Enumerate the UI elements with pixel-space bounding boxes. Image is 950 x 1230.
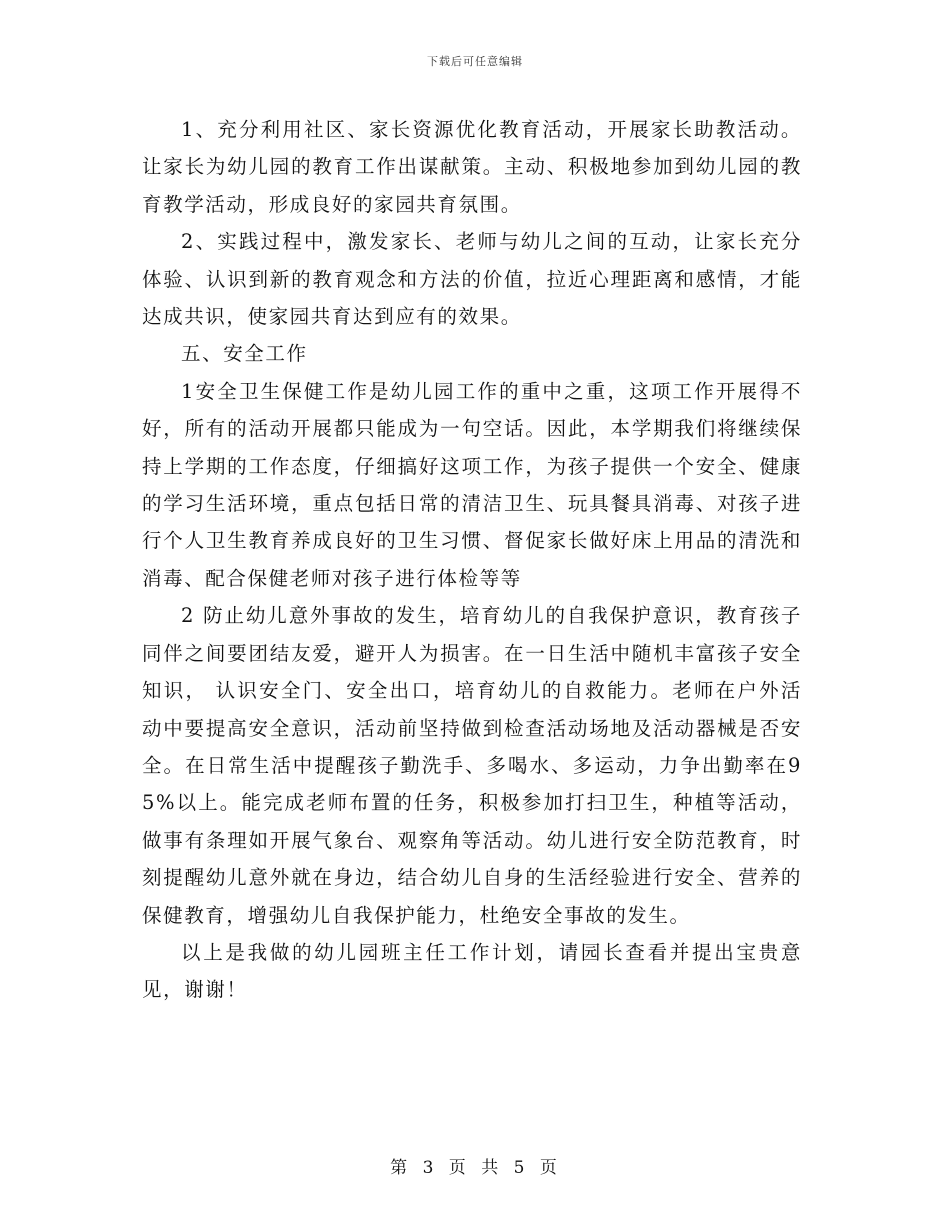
section-heading-safety: 五、安全工作 xyxy=(181,342,308,366)
current-page-number: 3 xyxy=(422,1158,437,1178)
page-label-suffix: 页 xyxy=(539,1158,560,1178)
page-footer xyxy=(0,1153,950,1178)
paragraph-safety-hygiene: 1安全卫生保健工作是幼儿园工作的重中之重，这项工作开展得不好，所有的活动开展都只能成为一句空话。因此，本学期我们将继续保持上学期的工作态度，仔细搞好这项工作，为孩子提供一个安全、健康的学习生活环境，重点包括日常的清洁卫生、玩具餐具消毒、对孩子进行个人卫生教育养成良好的卫生习惯、督促家长做好床上用品的清洗和消毒、配合保健老师对孩子进行体检等等 xyxy=(142,379,802,590)
paragraph-practice-interaction: 2、实践过程中，激发家长、老师与幼儿之间的互动，让家长充分体验、认识到新的教育观念和方法的价值，拉近心理距离和感情，才能达成共识，使家园共育达到应有的效果。 xyxy=(142,230,802,329)
paragraph-closing: 以上是我做的幼儿园班主任工作计划，请园长查看并提出宝贵意见，谢谢！ xyxy=(142,940,802,1002)
paragraph-family-resources: 1、充分利用社区、家长资源优化教育活动，开展家长助教活动。让家长为幼儿园的教育工作出谋献策。主动、积极地参加到幼儿园的教育教学活动，形成良好的家园共育氛围。 xyxy=(142,118,802,216)
paragraph-accident-prevention: 2 防止幼儿意外事故的发生，培育幼儿的自我保护意识，教育孩子同伴之间要团结友爱，避开人为损害。在一日生活中随机丰富孩子安全知识， 认识安全门、安全出口，培育幼儿的自救能力。老师在户外活动中要提高安全意识，活动前坚持做到检查活动场地及活动器械是否安全。在日常生活中提醒孩子勤洗手、多喝水、多运动，力争出勤率在95%以上。能完成老师布置的任务，积极参加打扫卫生，种植等活动，做事有条理如开展气象台、观察角等活动。幼儿进行安全防范教育，时刻提醒幼儿意外就在身边，结合幼儿自身的生活经验进行安全、营养的保健教育，增强幼儿自我保护能力，杜绝安全事故的发生。 xyxy=(142,604,802,927)
page-label-prefix: 第 xyxy=(390,1158,411,1178)
page-label-mid: 页 xyxy=(448,1158,469,1178)
total-label: 共 xyxy=(481,1158,502,1178)
header-note: 下载后可任意编辑 xyxy=(427,55,523,68)
total-pages-number: 5 xyxy=(513,1158,528,1178)
document-body xyxy=(142,111,802,1009)
